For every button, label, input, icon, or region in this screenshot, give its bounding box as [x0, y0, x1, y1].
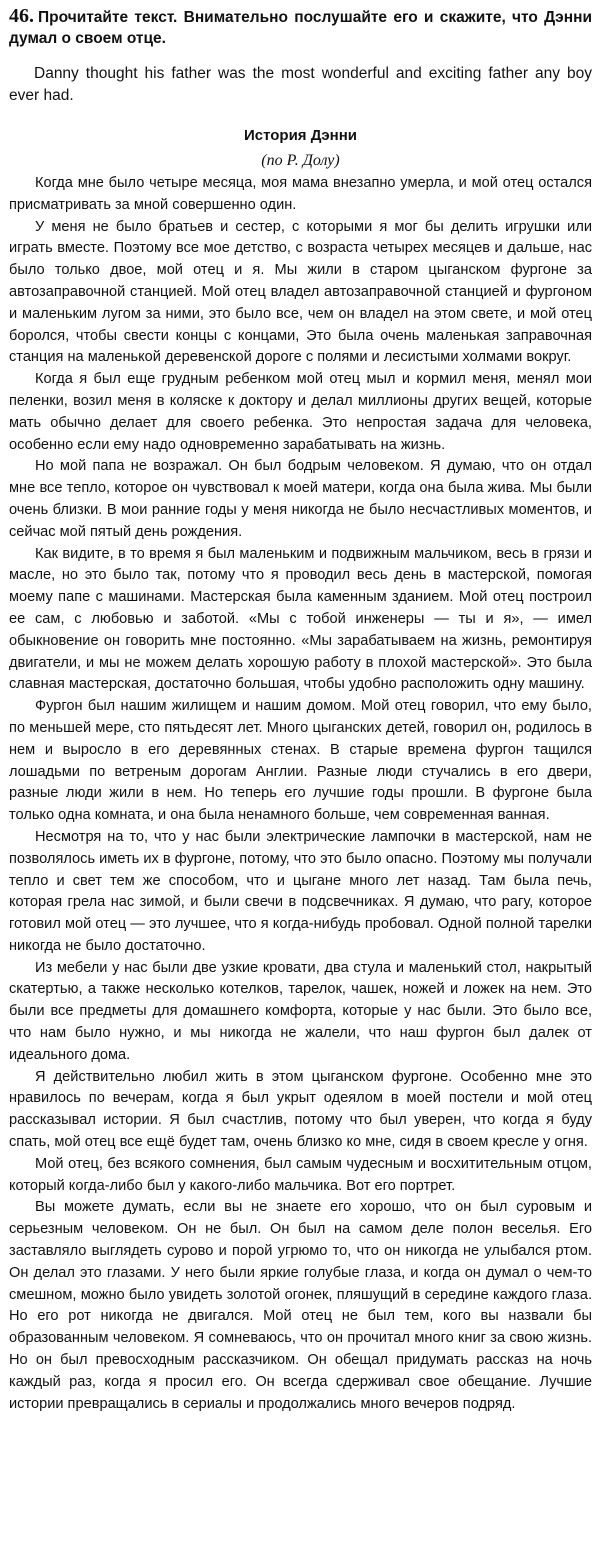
task-heading [9, 6, 592, 49]
story-author: (по Р. Долу) [261, 152, 340, 169]
story-paragraph-2: У меня не было братьев и сестер, с которыми я мог бы делить игрушки или играть вместе. Поэтому все мое детство, с возраста четырех месяцев и дальше, нас было только двое, мой отец и я. Мы жили в старом цыганском фургоне за автозаправочной станцией. Мой отец владел автозаправочной станцией и фургоном и маленьким лугом за ними, это было все, чем он владел на этом свете, и мой отец боролся, чтобы свести концы с концами, Это была очень маленькая заправочная станция на маленькой деревенской дороге с полями и лесистыми холмами вокруг. [9, 218, 592, 366]
task-instruction: Прочитайте текст. Внимательно послушайте его и скажите, что Дэнни думал о своем отце. [9, 9, 592, 47]
story-paragraph-1: Когда мне было четыре месяца, моя мама внезапно умерла, и мой отец остался присматривать за мной совершенно один. [9, 175, 592, 213]
story-paragraph-4: Но мой папа не возражал. Он был бодрым человеком. Я думаю, что он отдал мне все тепло, которое он чувствовал к моей матери, когда она была жива. Мы были очень близки. В мои ранние годы у меня никогда не было несчастливых моментов, и сейчас мой пятый день рождения. [9, 458, 592, 540]
story-paragraph-5: Как видите, в то время я был маленьким и подвижным мальчиком, весь в грязи и масле, но это было так, потому что я проводил весь день в мастерской, помогая моему папе с машинами. Мастерская была каменным зданием. Мой отец построил ее сам, с любовью и заботой. «Мы с тобой инженеры — ты и я», — имел обыкновение он говорить мне постоянно. «Мы зарабатываем на жизнь, ремонтируя двигатели, и мы не можем делать хорошую работу в плохой мастерской». Это была славная мастерская, достаточно большая, чтобы удобно расположить одну машину. [9, 545, 592, 693]
story-paragraph-7: Несмотря на то, что у нас были электрические лампочки в мастерской, нам не позволялось иметь их в фургоне, потому, что это было опасно. Поэтому мы получали тепло и свет тем же способом, что и цыгане много лет назад. Там была печь, которая грела нас зимой, и были свечи в подсвечниках. Я думаю, что рагу, которое готовил мой отец — это лучшее, что я когда-нибудь пробовал. Одной полной тарелки никогда не было достаточно. [9, 828, 592, 954]
story-paragraph-11: Вы можете думать, если вы не знаете его хорошо, что он был суровым и серьезным человеком. Он не был. Он был на самом деле полон веселья. Его заставляло выглядеть сурово и порой угрюмо то, что он никогда не улыбался ртом. Он делал это глазами. У него были яркие голубые глаза, и когда он думал о чем-то смешном, можно было увидеть золотой огонек, пляшущий в середине каждого глаза. Но его рот никогда не двигался. Мой отец не был тем, кого вы назвали бы образованным человеком. Я сомневаюсь, что он прочитал много книг за свою жизнь. Но он был превосходным рассказчиком. Он обещал придумать рассказ на ночь каждый раз, когда я просил его. Он всегда сдерживал свое обещание. Лучшие истории превращались в сериалы и продолжались много вечеров подряд. [9, 1199, 592, 1412]
textbook-page [9, 6, 592, 1415]
story-paragraph-6: Фургон был нашим жилищем и нашим домом. Мой отец говорил, что ему было, по меньшей мере, сто пятьдесят лет. Много цыганских детей, говорил он, родилось в нем и выросло в его деревянных стенах. В старые времена фургон тащился лошадьми по ветреным дорогам Англии. Разные люди стучались в его двери, разные люди жили в нем. Но теперь его лучшие годы прошли. В фургоне была только одна комната, и она была ненамного больше, чем современная ванная. [9, 698, 592, 824]
story-paragraph-3: Когда я был еще грудным ребенком мой отец мыл и кормил меня, менял мои пеленки, возил меня в коляске к доктору и делал миллионы других вещей, которые мать обычно делает для своего ребенка. Это непростая задача для человека, особенно если ему надо одновременно зарабатывать на жизнь. [9, 371, 592, 453]
story-paragraph-8: Из мебели у нас были две узкие кровати, два стула и маленький стол, накрытый скатертью, а также несколько котелков, тарелок, чашек, ножей и ложек на нем. Это были все предметы для домашнего комфорта, которые у нас были. Это было все, что нам было нужно, и мы никогда не жалели, что наш фургон был далек от идеального дома. [9, 959, 592, 1063]
story-paragraph-9: Я действительно любил жить в этом цыганском фургоне. Особенно мне это нравилось по вечерам, когда я был укрыт одеялом в моей постели и мой отец рассказывал истории. Я был счастлив, потому что был уверен, что когда я буду спать, мой отец все ещё будет там, очень близко ко мне, сидя в своем кресле у огня. [9, 1068, 592, 1151]
english-sentence: Danny thought his father was the most wonderful and exciting father any boy ever had. [9, 65, 592, 104]
story-title: История Дэнни [243, 127, 358, 144]
story-body [9, 173, 592, 1415]
task-number: 46. [9, 5, 34, 27]
story-paragraph-10: Мой отец, без всякого сомнения, был самым чудесным и восхитительным отцом, который когда-либо был у какого-либо мальчика. Вот его портрет. [9, 1155, 592, 1194]
